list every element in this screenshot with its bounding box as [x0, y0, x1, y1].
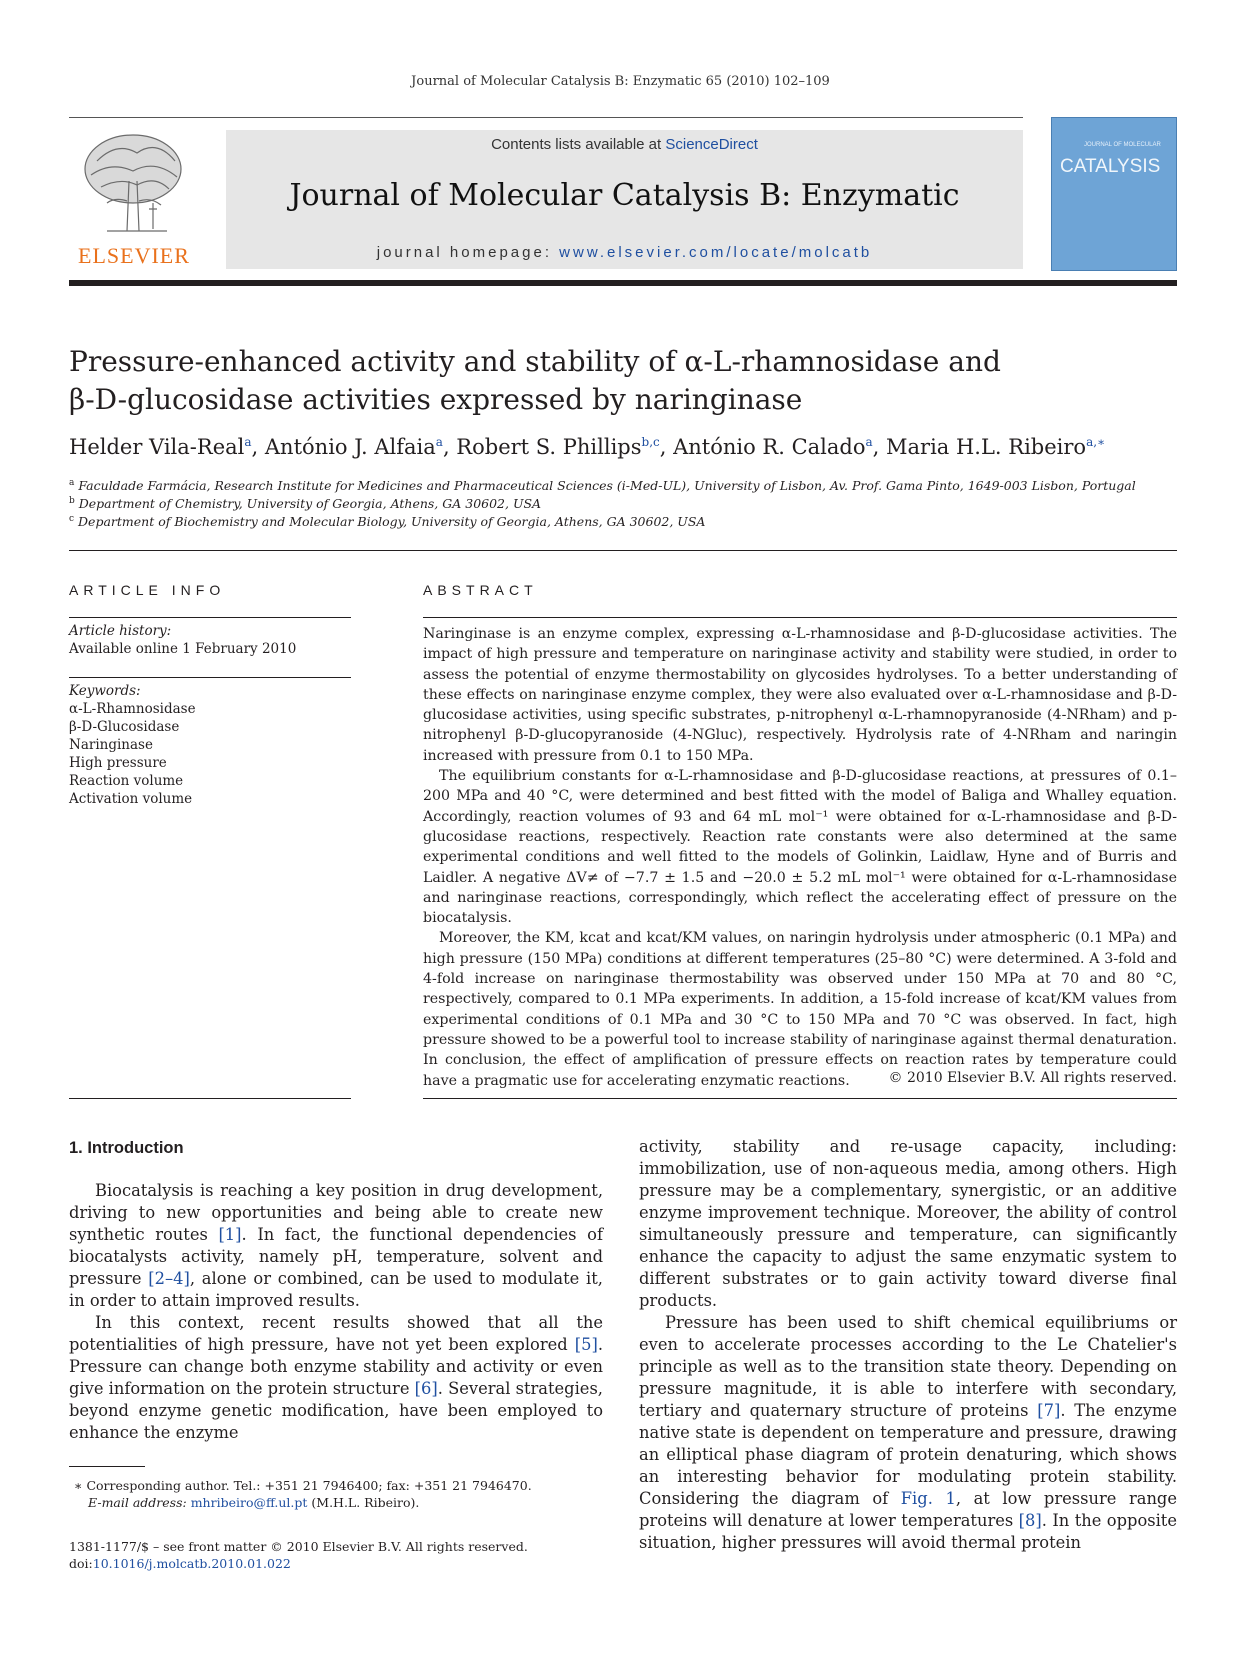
contents-prefix: Contents lists available at [491, 136, 666, 153]
elsevier-tree-icon [77, 131, 189, 239]
affiliation-b [69, 496, 1177, 511]
running-head: Journal of Molecular Catalysis B: Enzymatic 65 (2010) 102–109 [411, 74, 830, 89]
keywords-label: Keywords: [69, 683, 141, 699]
abstract-body [423, 624, 1177, 1091]
email-suffix: (M.H.L. Ribeiro). [307, 1495, 420, 1510]
text: , at low pressure range proteins will denature at lower temperatures [639, 1489, 1177, 1530]
homepage-link[interactable]: www.elsevier.com/locate/molcatb [559, 244, 873, 261]
email-line [74, 1494, 614, 1511]
text: . In fact, the functional dependencies of biocatalysts activity, namely pH, temperature, solvent and pressure [69, 1225, 604, 1288]
masthead-rule [69, 280, 1177, 286]
issn-line: 1381-1177/$ – see front matter © 2010 Elsevier B.V. All rights reserved. [69, 1539, 528, 1554]
affiliation-mark: c [69, 514, 75, 524]
history-label: Article history: [69, 623, 172, 639]
keyword: β-D-Glucosidase [69, 719, 180, 735]
text: , alone or combined, can be used to modulate it, in order to attain improved results. [69, 1269, 603, 1310]
author-name: Maria H.L. Ribeiro [886, 435, 1087, 459]
affiliation-mark: b [69, 496, 75, 506]
author-name: Robert S. Phillips [456, 435, 642, 459]
article-info-heading: ARTICLE INFO [69, 582, 226, 598]
left-column [69, 1180, 603, 1444]
abstract-paragraph: Moreover, the KM, kcat and kcat/KM values, on naringin hydrolysis under atmospheric (0.1 MPa) and high pressure (150 MPa) conditions at different temperatures (25–80 °C) were determined. A 3-fold and 4-fold increase on naringinase thermostability was observed under 150 MPa at 70 and 80 °C, respectively, compared to 0.1 MPa experiments. In addition, a 15-fold increase of kcat/KM values from experimental conditions of 0.1 MPa and 30 °C to 150 MPa and 70 °C was observed. In fact, high pressure showed to be a powerful tool to increase stability of naringinase against thermal denaturation. In conclusion, the effect of amplification of pressure effects on reaction rates by temperature could have a pragmatic use for accelerating enzymatic reactions. [423, 930, 1177, 1089]
figure-link[interactable]: Fig. 1 [900, 1489, 956, 1508]
affiliation-text: Department of Chemistry, University of Georgia, Athens, GA 30602, USA [78, 496, 542, 512]
abstract-heading: ABSTRACT [423, 582, 538, 598]
corresponding-author: ∗ Corresponding author. Tel.: +351 21 7946400; fax: +351 21 7946470. [74, 1478, 532, 1493]
citation-link[interactable]: [5] [574, 1335, 598, 1354]
email-label: E-mail address: [88, 1495, 191, 1510]
body-paragraph [69, 1180, 603, 1312]
abstract-paragraph: The equilibrium constants for α-L-rhamnosidase and β-D-glucosidase reactions, at pressures of 0.1–200 MPa and 40 °C, were determined and best fitted with the model of Baliga and Whalley equation. Accordingly, reaction volumes of 93 and 64 mL mol⁻¹ were obtained for α-L-rhamnosidase and β-D-glucosidase reactions, respectively. Reaction rate constants were also determined at the same experimental conditions and well fitted to the models of Golinkin, Laidlaw, Hyne and of Burris and Laidler. A negative ΔV≠ of −7.7 ± 1.5 and −20.0 ± 5.2 mL mol⁻¹ were obtained for α-L-rhamnosidase and naringinase reactions, correspondingly, which reflect the accelerating effect of pressure on the biocatalysis. [423, 768, 1177, 927]
article-title [69, 343, 1177, 419]
text: . Several strategies, beyond enzyme genetic modification, have been employed to enhance the enzyme [69, 1379, 603, 1442]
masthead [69, 117, 1177, 275]
author-affil-mark[interactable]: a [244, 435, 252, 449]
author-affil-mark[interactable]: a,∗ [1086, 435, 1106, 449]
author-affil-mark[interactable]: b,c [641, 435, 660, 449]
title-line-1: Pressure-enhanced activity and stability of α-L-rhamnosidase and [69, 345, 1001, 378]
affiliation-a [69, 478, 1177, 493]
text: . In the opposite situation, higher pressures will avoid thermal protein [639, 1511, 1177, 1552]
journal-banner [226, 130, 1023, 269]
divider [69, 617, 351, 618]
journal-title: Journal of Molecular Catalysis B: Enzymatic [289, 178, 960, 213]
body-paragraph [69, 1312, 603, 1444]
keyword: High pressure [69, 755, 167, 771]
citation-link[interactable]: [2–4] [148, 1269, 190, 1288]
author-affil-mark[interactable]: a [865, 435, 873, 449]
citation-link[interactable]: [7] [1037, 1401, 1061, 1420]
footnote [74, 1477, 614, 1511]
keyword: Reaction volume [69, 773, 184, 789]
affiliation-c [69, 514, 1177, 529]
publisher-name: ELSEVIER [78, 243, 190, 268]
homepage-prefix: journal homepage: [376, 244, 560, 261]
body-paragraph [639, 1312, 1177, 1554]
divider [69, 1098, 351, 1099]
author-name: António J. Alfaia [264, 435, 436, 459]
doi-line [69, 1555, 629, 1572]
cover-small-text: JOURNAL OF MOLECULAR [1084, 142, 1161, 148]
divider [69, 550, 1177, 551]
text: In this context, recent results showed that all the potentialities of high pressure, have not yet been explored [69, 1313, 603, 1354]
article-history [69, 622, 351, 658]
citation-link[interactable]: [1] [218, 1225, 242, 1244]
contents-line [226, 136, 1023, 153]
author-list: Helder Vila-Real$^a$, António J. Alfaia$^a$, Robert S. Phillips$^{b,c}$, António R. Calado$^a$, Maria H.L. Ribeiro$^{a,∗}$ [69, 435, 1106, 459]
elsevier-logo [69, 131, 199, 271]
body-paragraph: activity, stability and re-usage capacity, including: immobilization, use of non-aqueous media, among others. High pressure may be a complementary, synergistic, or an additive enzyme improvement technique. Moreover, the ability of control simultaneously pressure and temperature, can significantly enhance the capacity to adjust the same enzymatic system to different substrates or to gain activity toward diverse final products. [639, 1137, 1177, 1310]
divider [423, 617, 1177, 618]
section-heading: 1. Introduction [69, 1139, 184, 1157]
divider [423, 1098, 1177, 1099]
text: . Pressure can change both enzyme stability and activity or even give information on the protein structure [69, 1335, 603, 1398]
author-name: António R. Calado [673, 435, 866, 459]
keyword: Activation volume [69, 791, 193, 807]
text: . The enzyme native state is dependent on temperature and pressure, drawing an elliptical phase diagram of protein denaturing, which shows an interesting behavior for modulating protein stability. Considering the diagram of [639, 1401, 1178, 1508]
doi-link[interactable]: 10.1016/j.molcatb.2010.01.022 [92, 1556, 291, 1571]
history-value: Available online 1 February 2010 [69, 641, 297, 657]
author-name: Helder Vila-Real [69, 435, 245, 459]
front-matter [69, 1538, 629, 1572]
keywords [69, 682, 351, 808]
affiliation-text: Faculdade Farmácia, Research Institute for Medicines and Pharmaceutical Sciences (i-Med-UL), University of Lisbon, Av. Prof. Gama Pinto, 1649-003 Lisbon, Portugal [78, 478, 1136, 494]
author-affil-mark[interactable]: a [435, 435, 443, 449]
title-line-2: β-D-glucosidase activities expressed by naringinase [69, 383, 803, 416]
journal-cover [1051, 117, 1177, 271]
cover-title: CATALYSIS [1060, 156, 1161, 177]
affiliation-text: Department of Biochemistry and Molecular Biology, University of Georgia, Athens, GA 30602, USA [78, 514, 706, 530]
text: Biocatalysis is reaching a key position in drug development, driving to new opportunities and being able to create new synthetic routes [69, 1181, 603, 1244]
abstract-paragraph: Naringinase is an enzyme complex, expressing α-L-rhamnosidase and β-D-glucosidase activities. The impact of high pressure and temperature on naringinase activity and stability were studied, in order to assess the potential of enzyme thermostability on glycosides hydrolyses. To a better understanding of these effects on naringinase enzyme complex, they were also evaluated over α-L-rhamnosidase and β-D-glucosidase activities, using specific substrates, p-nitrophenyl α-L-rhamnopyranoside (4-NRham) and p-nitrophenyl β-D-glucopyranoside (4-NGluc), respectively. Hydrolysis rate of 4-NRham and naringin increased with pressure from 0.1 to 150 MPa. [423, 626, 1177, 764]
citation-link[interactable]: [8] [1018, 1511, 1042, 1530]
keyword: α-L-Rhamnosidase [69, 701, 196, 717]
keyword: Naringinase [69, 737, 153, 753]
homepage-line [226, 244, 1023, 261]
text: Pressure has been used to shift chemical equilibriums or even to accelerate processes according to the Le Chatelier's principle as well as to the transition state theory. Depending on pressure magnitude, it is able to interfere with secondary, tertiary and quaternary structure of proteins [639, 1313, 1177, 1420]
footnote-rule [69, 1466, 145, 1467]
sciencedirect-link[interactable]: ScienceDirect [665, 136, 758, 153]
email-link[interactable]: mhribeiro@ff.ul.pt [190, 1495, 308, 1510]
copyright: © 2010 Elsevier B.V. All rights reserved. [888, 1070, 1177, 1086]
affiliation-mark: a [69, 478, 75, 488]
citation-link[interactable]: [6] [414, 1379, 438, 1398]
divider [69, 677, 351, 678]
right-column [639, 1136, 1177, 1554]
doi-label: doi: [69, 1556, 93, 1571]
